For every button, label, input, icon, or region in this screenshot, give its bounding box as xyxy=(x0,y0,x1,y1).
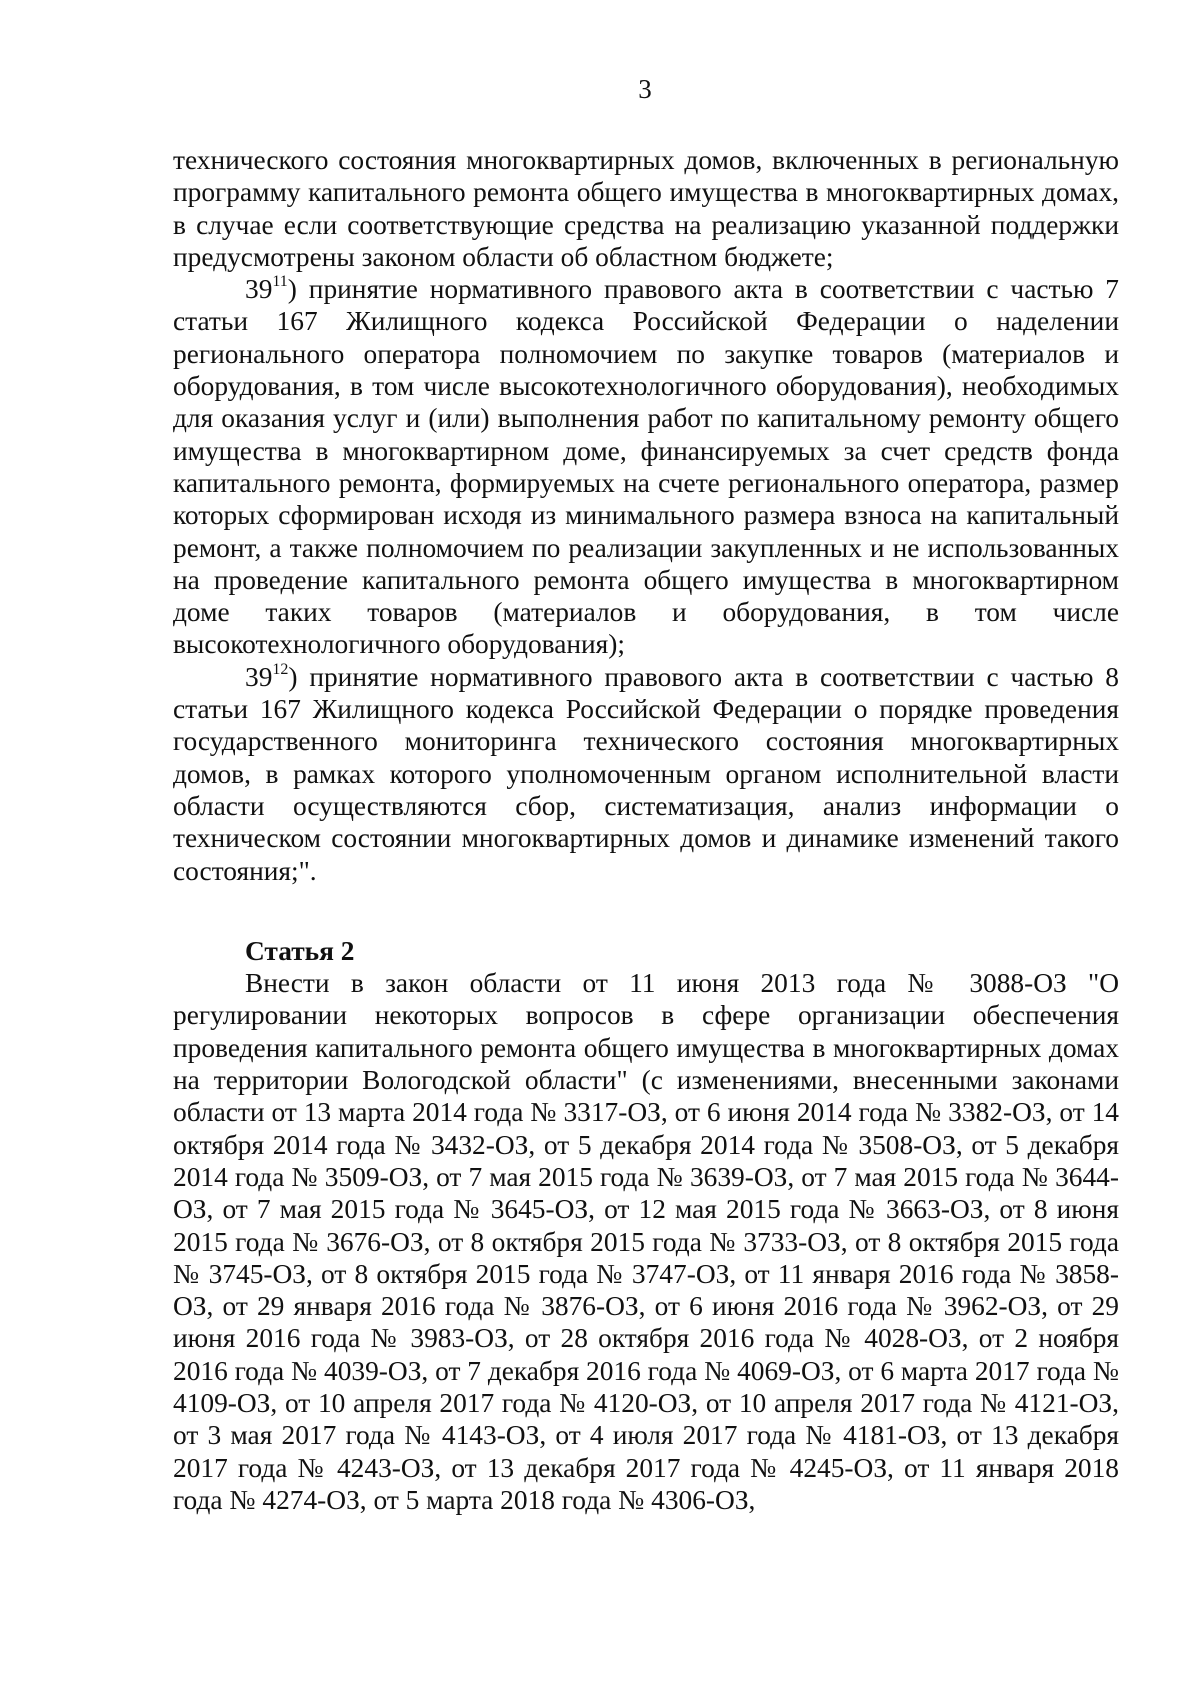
page-number: 3 xyxy=(638,74,652,104)
item-text: ) принятие нормативного правового акта в соответствии с частью 7 статьи 167 Жилищного кодекса Российской Федерации о наделении регионального оператора полномочием по закупке товаров (материалов и оборудования, в том числе высокотехнологичного оборудования), необходимых для оказания услуг и (или) выполнения работ по капитальному ремонту общего имущества в многоквартирном доме, финансируемых за счет средств фонда капитального ремонта, формируемых на счете регионального оператора, размер которых сформирован исходя из минимального размера взноса на капитальный ремонт, а также полномочием по реализации закупленных и не использованных на проведение капитального ремонта общего имущества в многоквартирном доме таких товаров (материалов и оборудования, в том числе высокотехнологичного оборудования); xyxy=(173,274,1119,660)
article-heading: Статья 2 xyxy=(245,935,355,966)
item-number: $39^{12}$ xyxy=(245,660,289,692)
item-text: ) принятие нормативного правового акта в соответствии с частью 8 статьи 167 Жилищного кодекса Российской Федерации о порядке проведения государственного мониторинга технического состояния многоквартирных домов, в рамках которого уполномоченным органом исполнительной власти области осуществляются сбор, систематизация, анализ информации о техническом состоянии многоквартирных домов и динамике изменений такого состояния;". xyxy=(173,661,1119,886)
document-body xyxy=(173,144,1119,1516)
article-text: Внести в закон области от 11 июня 2013 года № 3088-ОЗ "О регулировании некоторых вопросов в сфере организации обеспечения проведения капитального ремонта общего имущества в многоквартирных домах на территории Вологодской области" (с изменениями, внесенными законами области от 13 марта 2014 года № 3317-ОЗ, от 6 июня 2014 года № 3382-ОЗ, от 14 октября 2014 года № 3432-ОЗ, от 5 декабря 2014 года № 3508-ОЗ, от 5 декабря 2014 года № 3509-ОЗ, от 7 мая 2015 года № 3639-ОЗ, от 7 мая 2015 года № 3644-ОЗ, от 7 мая 2015 года № 3645-ОЗ, от 12 мая 2015 года № 3663-ОЗ, от 8 июня 2015 года № 3676-ОЗ, от 8 октября 2015 года № 3733-ОЗ, от 8 октября 2015 года № 3745-ОЗ, от 8 октября 2015 года № 3747-ОЗ, от 11 января 2016 года № 3858-ОЗ, от 29 января 2016 года № 3876-ОЗ, от 6 июня 2016 года № 3962-ОЗ, от 29 июня 2016 года № 3983-ОЗ, от 28 октября 2016 года № 4028-ОЗ, от 2 ноября 2016 года № 4039-ОЗ, от 7 декабря 2016 года № 4069-ОЗ, от 6 марта 2017 года № 4109-ОЗ, от 10 апреля 2017 года № 4120-ОЗ, от 10 апреля 2017 года № 4121-ОЗ, от 3 мая 2017 года № 4143-ОЗ, от 4 июля 2017 года № 4181-ОЗ, от 13 декабря 2017 года № 4243-ОЗ, от 13 декабря 2017 года № 4245-ОЗ, от 11 января 2018 года № 4274-ОЗ, от 5 марта 2018 года № 4306-ОЗ, xyxy=(173,968,1119,1515)
paragraph-continuation: технического состояния многоквартирных домов, включенных в региональную программу капитального ремонта общего имущества в многоквартирных домах, в случае если соответствующие средства на реализацию указанной поддержки предусмотрены законом области об областном бюджете; xyxy=(173,145,1119,272)
list-item-39-12 xyxy=(173,661,1119,887)
item-number: $39^{11}$ xyxy=(245,273,288,305)
list-item-39-11 xyxy=(173,273,1119,661)
